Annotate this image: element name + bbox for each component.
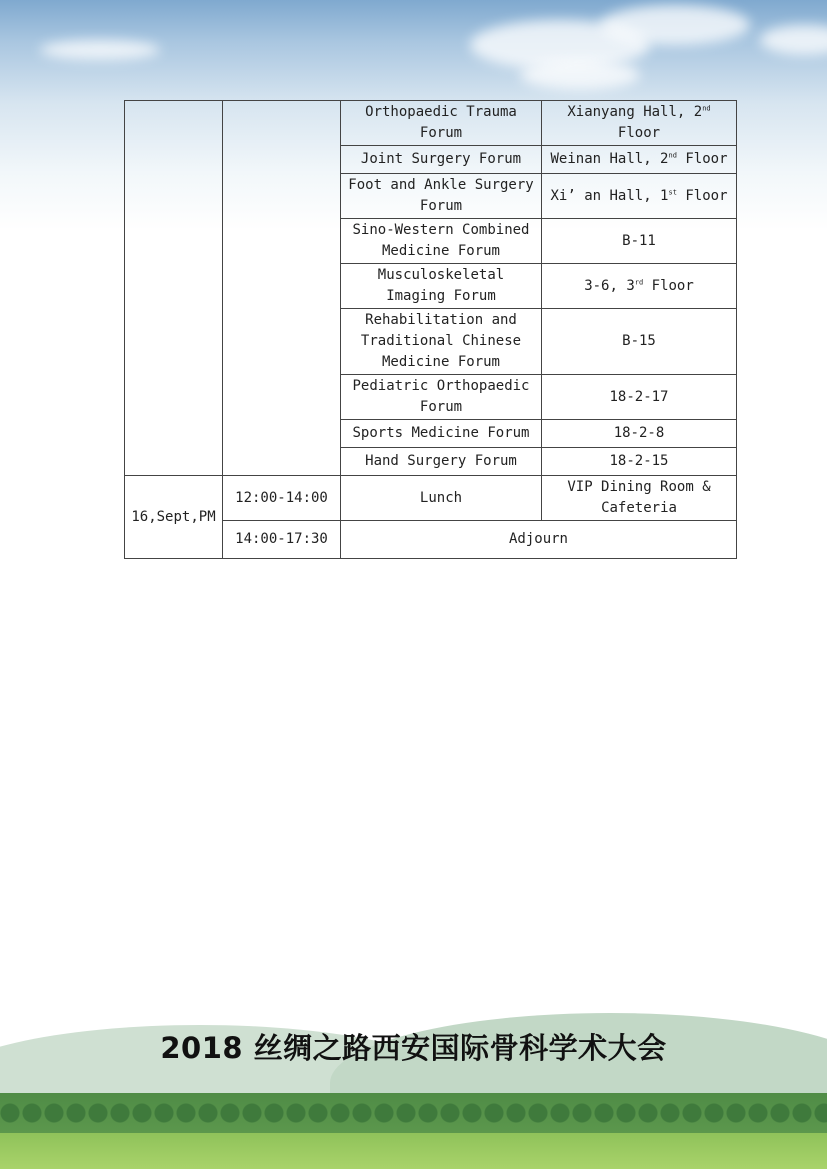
forum-name: Joint Surgery Forum	[341, 146, 542, 174]
forum-venue: B-11	[542, 219, 737, 264]
forum-venue: Xianyang Hall, 2nd Floor	[542, 101, 737, 146]
schedule-table	[124, 100, 737, 559]
forum-venue: B-15	[542, 309, 737, 375]
forum-venue: Weinan Hall, 2nd Floor	[542, 146, 737, 174]
forum-venue: 18-2-8	[542, 420, 737, 448]
session-venue: VIP Dining Room & Cafeteria	[542, 476, 737, 521]
table-row	[125, 101, 737, 146]
forum-name: Sino-Western Combined Medicine Forum	[341, 219, 542, 264]
forum-name: Pediatric Orthopaedic Forum	[341, 375, 542, 420]
conference-title: 2018 丝绸之路西安国际骨科学术大会	[160, 1031, 667, 1065]
session-date: 16,Sept,PM	[125, 476, 223, 559]
time-cell-empty	[223, 101, 341, 476]
forum-name: Orthopaedic Trauma Forum	[341, 101, 542, 146]
forum-name: Foot and Ankle Surgery Forum	[341, 174, 542, 219]
forum-venue: Xi’ an Hall, 1st Floor	[542, 174, 737, 219]
session-time: 14:00-17:30	[223, 521, 341, 559]
session-time: 12:00-14:00	[223, 476, 341, 521]
forum-name: Hand Surgery Forum	[341, 448, 542, 476]
forum-venue: 18-2-15	[542, 448, 737, 476]
table-row	[125, 476, 737, 521]
session-event: Lunch	[341, 476, 542, 521]
forum-name: Musculoskeletal Imaging Forum	[341, 264, 542, 309]
forum-venue: 18-2-17	[542, 375, 737, 420]
grass-field	[0, 1133, 827, 1169]
date-cell-empty	[125, 101, 223, 476]
forum-rows	[125, 101, 737, 559]
forum-name: Rehabilitation and Traditional Chinese Medicine Forum	[341, 309, 542, 375]
session-event: Adjourn	[341, 521, 737, 559]
forum-venue: 3-6, 3rd Floor	[542, 264, 737, 309]
forum-name: Sports Medicine Forum	[341, 420, 542, 448]
